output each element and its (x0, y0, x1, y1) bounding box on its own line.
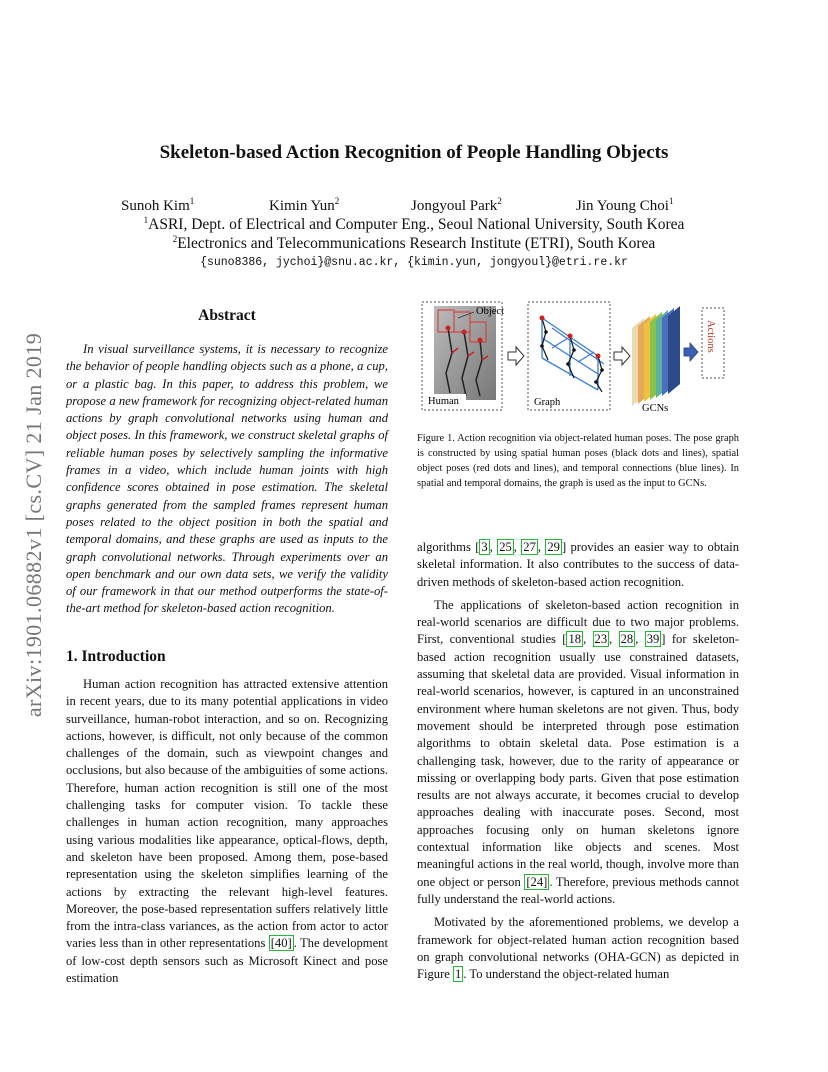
citation-link[interactable]: 29 (547, 540, 560, 554)
author-emails: {suno8386, jychoi}@snu.ac.kr, {kimin.yun, jongyoul}@etri.re.kr (200, 256, 628, 269)
citation-link[interactable]: 39 (646, 632, 660, 647)
figure-1 (418, 298, 738, 420)
abstract-heading: Abstract (198, 307, 256, 324)
citation-link[interactable]: 25 (499, 540, 512, 554)
paper-title: Skeleton-based Action Recognition of People Handling Objects (159, 142, 669, 163)
paragraph-3: Motivated by the aforementioned problems, we develop a framework for object-related human action recognition based on graph convolutional networks (OHA-GCN) as depicted in Figure 1 . To understand the object-related human (417, 915, 739, 982)
figure-label-gcns: GCNs (642, 403, 669, 414)
introduction-text: Human action recognition has attracted extensive attention in recent years, due to its many potential applications in video surveillance, human-robot interaction, and so on. Recognizing actions, however, is difficult, not only because of the common challenges of the domain, such as viewpoint changes and occlusions, but also because of the ambiguities of some actions. Therefore, human action recognition is still one of the most challenging tasks for computer vision. To tackle these challenges in human action recognition, many approaches using various modalities like appearance, optical-flows, depth, and skeleton have been proposed. Among them, pose-based representation using the skeleton simplifies learning of the actions by extracting the relevant high-level features. Moreover, the pose-based representation suffers relatively little from the intra-class variances, as the action from actor to actor varies less than in other representations [40] . The development of low-cost depth sensors such as Microsoft Kinect and pose estimation (66, 677, 388, 986)
figure-label-actions: Actions (705, 320, 716, 353)
citation-link[interactable]: 28 (620, 632, 634, 647)
author-3: Jongyoul Park$^2$ (411, 196, 502, 214)
figure-label-object: Object (476, 306, 504, 317)
citation-link[interactable]: 27 (523, 540, 536, 554)
affiliation-2: $^2$Electronics and Telecommunications Research Institute (ETRI), South Korea (172, 234, 656, 253)
figure-label-human: Human (428, 396, 459, 407)
author-4: Jin Young Choi$^1$ (576, 196, 674, 214)
citation-link[interactable]: [24] (526, 874, 548, 889)
introduction-heading: 1. Introduction (66, 648, 166, 665)
citation-link[interactable]: 23 (594, 632, 608, 647)
author-2: Kimin Yun$^2$ (269, 196, 340, 214)
author-1: Sunoh Kim$^1$ (121, 196, 195, 214)
paragraph-1: algorithms [ 3 , 25 , 27 , 29 ] provides an easier way to obtain skeletal information. It also contributes to the success of data-driven methods of skeleton-based action recognition. (417, 540, 739, 589)
right-column-text (417, 539, 739, 989)
citation-link[interactable]: 3 (481, 540, 488, 554)
citation-link[interactable]: [40] (270, 936, 292, 951)
figure-reference-link[interactable]: 1 (455, 967, 462, 982)
figure-label-graph: Graph (534, 397, 561, 408)
affiliation-1: $^1$ASRI, Dept. of Electrical and Computer Eng., Seoul National University, South Korea (143, 215, 685, 234)
abstract-text: In visual surveillance systems, it is necessary to recognize the behavior of people handling objects such as a phone, a cup, or a plastic bag. In this paper, to address this problem, we propose a new framework for recognizing object-related human actions by graph convolutional networks using human and object poses. In this framework, we construct skeletal graphs of reliable human poses by selectively sampling the informative frames in a video, which include human joints with high confidence scores obtained in pose estimation. The skeletal graphs generated from the sampled frames represent human poses related to the object position in both the spatial and temporal domains, and these graphs are used as inputs to the graph convolutional networks. Through experiments over an open benchmark and our own data sets, we verify the validity of our framework in that our method outperforms the state-of-the-art method for skeleton-based action recognition. (66, 342, 388, 616)
paragraph-2: The applications of skeleton-based action recognition in real-world scenarios are difficult due to two major problems. First, conventional studies [ 18 , 23 , 28 , 39 ] for skeleton-based action recognition usually use constrained datasets, assuming that skeletal data are provided. Visual information in real-world scenarios, however, is captured in an unconstrained environment where human skeletons are not given. Thus, body movement should be interpreted through pose estimation algorithms to obtain skeletal data. Pose estimation is a challenging task, however, due to the rarity of appearance or missing or overlapping body parts. Given that pose estimation results are not always accurate, it becomes crucial to develop approaches dealing with inaccurate poses. Second, most approaches focusing only on human skeletons ignore contextual information like objects and scenes. Most meaningful actions in the real world, though, involve more than one object or person [24] . Therefore, previous methods cannot fully understand the real-world actions. (417, 597, 740, 906)
figure-caption: Figure 1. Action recognition via object-related human poses. The pose graph is constructed by using spatial human poses (black dots and lines), spatial object poses (red dots and lines), and temporal connections (blue lines). In spatial and temporal domains, the graph is used as the input to GCNs. (417, 433, 739, 490)
citation-link[interactable]: 18 (568, 632, 582, 647)
arxiv-stamp: arXiv:1901.06882v1 [cs.CV] 21 Jan 2019 (21, 332, 46, 718)
